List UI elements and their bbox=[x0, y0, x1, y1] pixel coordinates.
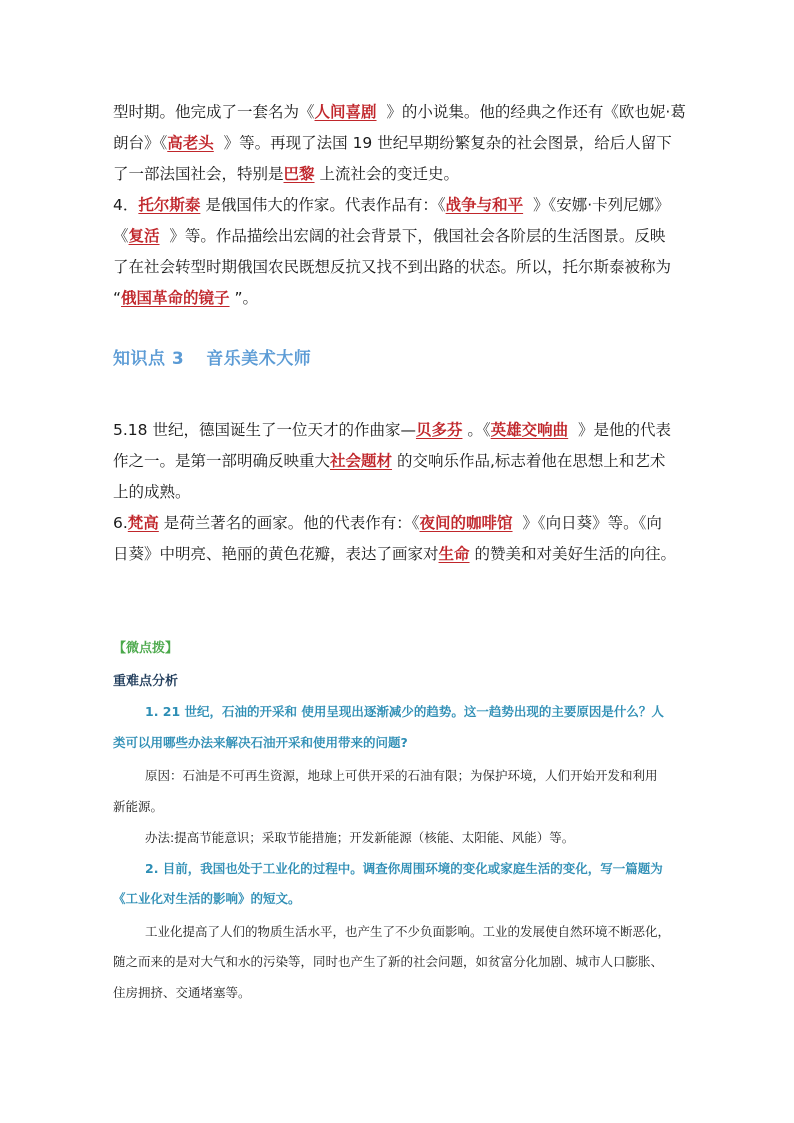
answer-blank: 人间喜剧 bbox=[314, 103, 377, 121]
answer-1-line-1: 原因：石油是不可再生资源，地球上可供开采的石油有限；为保护环境，人们开始开发和利用 bbox=[145, 768, 658, 783]
text: 的赞美和对美好生活的向往。 bbox=[474, 545, 676, 563]
text-line bbox=[113, 221, 693, 252]
paragraph-balzac bbox=[113, 97, 693, 190]
text: 是俄国伟大的作家。代表作品有：《 bbox=[205, 196, 446, 214]
answer-blank: 英雄交响曲 bbox=[490, 421, 569, 439]
answer-2-line-2: 随之而来的是对大气和水的污染等，同时也产生了新的社会问题，如贫富分化加剧、城市人口膨胀、 bbox=[113, 954, 664, 969]
text-line bbox=[113, 477, 693, 508]
text-line bbox=[113, 128, 693, 159]
text: 上的成熟。 bbox=[113, 483, 191, 501]
answer-blank: 俄国革命的镜子 bbox=[121, 289, 230, 307]
text: 了一部法国社会，特别是 bbox=[113, 165, 284, 183]
text: 作之一。是第一部明确反映重大 bbox=[113, 452, 331, 470]
answer-blank: 夜间的咖啡馆 bbox=[419, 514, 513, 532]
section-heading bbox=[113, 344, 311, 369]
paragraph-item-5 bbox=[113, 415, 693, 508]
answer-blank: 托尔斯泰 bbox=[138, 196, 201, 214]
text-line bbox=[113, 539, 693, 570]
heading-title: 音乐美术大师 bbox=[206, 349, 312, 369]
text-line bbox=[113, 252, 693, 283]
text: 日葵》中明亮、艳丽的黄色花瓣，表达了画家对 bbox=[113, 545, 439, 563]
question-2-line-1: 2. 目前，我国也处于工业化的过程中。调查你周围环境的变化或家庭生活的变化，写一篇题为 bbox=[145, 861, 663, 876]
text-line bbox=[113, 415, 693, 446]
paragraph-item-4 bbox=[113, 190, 693, 314]
text-line bbox=[113, 508, 693, 539]
tip-tag: 【微点拨】 bbox=[113, 641, 179, 656]
text: 》是他的代表 bbox=[578, 421, 672, 439]
text: 》《向日葵》等。《向 bbox=[522, 514, 662, 532]
text: “ bbox=[113, 289, 122, 307]
text: 是荷兰著名的画家。他的代表作有：《 bbox=[163, 514, 420, 532]
item-number: 4． bbox=[113, 196, 139, 214]
text: 5.18 世纪，德国诞生了一位天才的作曲家— bbox=[113, 421, 416, 439]
answer-blank: 高老头 bbox=[167, 134, 214, 152]
question-1-line-1: 1. 21 世纪，石油的开采和 使用呈现出逐渐减少的趋势。这一趋势出现的主要原因是什么？人 bbox=[145, 704, 664, 719]
text: 》《安娜·卡列尼娜》 bbox=[532, 196, 670, 214]
answer-blank: 贝多芬 bbox=[415, 421, 463, 439]
text-line bbox=[113, 97, 693, 128]
text: 》的小说集。他的经典之作还有《欧也妮·葛 bbox=[386, 103, 686, 121]
text: 的交响乐作品,标志着他在思想上和艺术 bbox=[396, 452, 666, 470]
tip-subtitle: 重难点分析 bbox=[113, 674, 179, 689]
answer-blank: 复活 bbox=[128, 227, 160, 245]
item-number: 6. bbox=[113, 514, 128, 532]
answer-blank: 社会题材 bbox=[330, 452, 393, 470]
text: 上流社会的变迁史。 bbox=[319, 165, 459, 183]
answer-blank: 战争与和平 bbox=[445, 196, 524, 214]
text: 了在社会转型时期俄国农民既想反抗又找不到出路的状态。所以，托尔斯泰被称为 bbox=[113, 258, 672, 276]
text-line bbox=[113, 446, 693, 477]
text-line bbox=[113, 159, 693, 190]
text: 朗台》《 bbox=[113, 134, 168, 152]
answer-2-line-3: 住房拥挤、交通堵塞等。 bbox=[113, 985, 251, 1000]
text: ”。 bbox=[234, 289, 259, 307]
answer-blank: 梵高 bbox=[127, 514, 159, 532]
answer-blank: 巴黎 bbox=[283, 165, 315, 183]
text-line bbox=[113, 283, 693, 314]
text: 《 bbox=[113, 227, 129, 245]
heading-number: 知识点 3 bbox=[113, 349, 185, 369]
answer-2-line-1: 工业化提高了人们的物质生活水平，也产生了不少负面影响。工业的发展使自然环境不断恶化， bbox=[145, 924, 671, 939]
question-2-line-2: 《工业化对生活的影响》的短文。 bbox=[113, 891, 301, 906]
text: 。《 bbox=[467, 421, 491, 439]
text: 》等。作品描绘出宏阔的社会背景下，俄国社会各阶层的生活图景。反映 bbox=[169, 227, 666, 245]
text-line bbox=[113, 190, 693, 221]
question-1-line-2: 类可以用哪些办法来解决石油开采和使用带来的问题? bbox=[113, 735, 408, 750]
answer-1-line-3: 办法:提高节能意识；采取节能措施；开发新能源（核能、太阳能、风能）等。 bbox=[145, 830, 575, 845]
text: 型时期。他完成了一套名为《 bbox=[113, 103, 315, 121]
text: 》等。再现了法国 19 世纪早期纷繁复杂的社会图景，给后人留下 bbox=[223, 134, 672, 152]
answer-blank: 生命 bbox=[438, 545, 470, 563]
paragraph-item-6 bbox=[113, 508, 693, 570]
answer-1-line-2: 新能源。 bbox=[113, 799, 164, 814]
